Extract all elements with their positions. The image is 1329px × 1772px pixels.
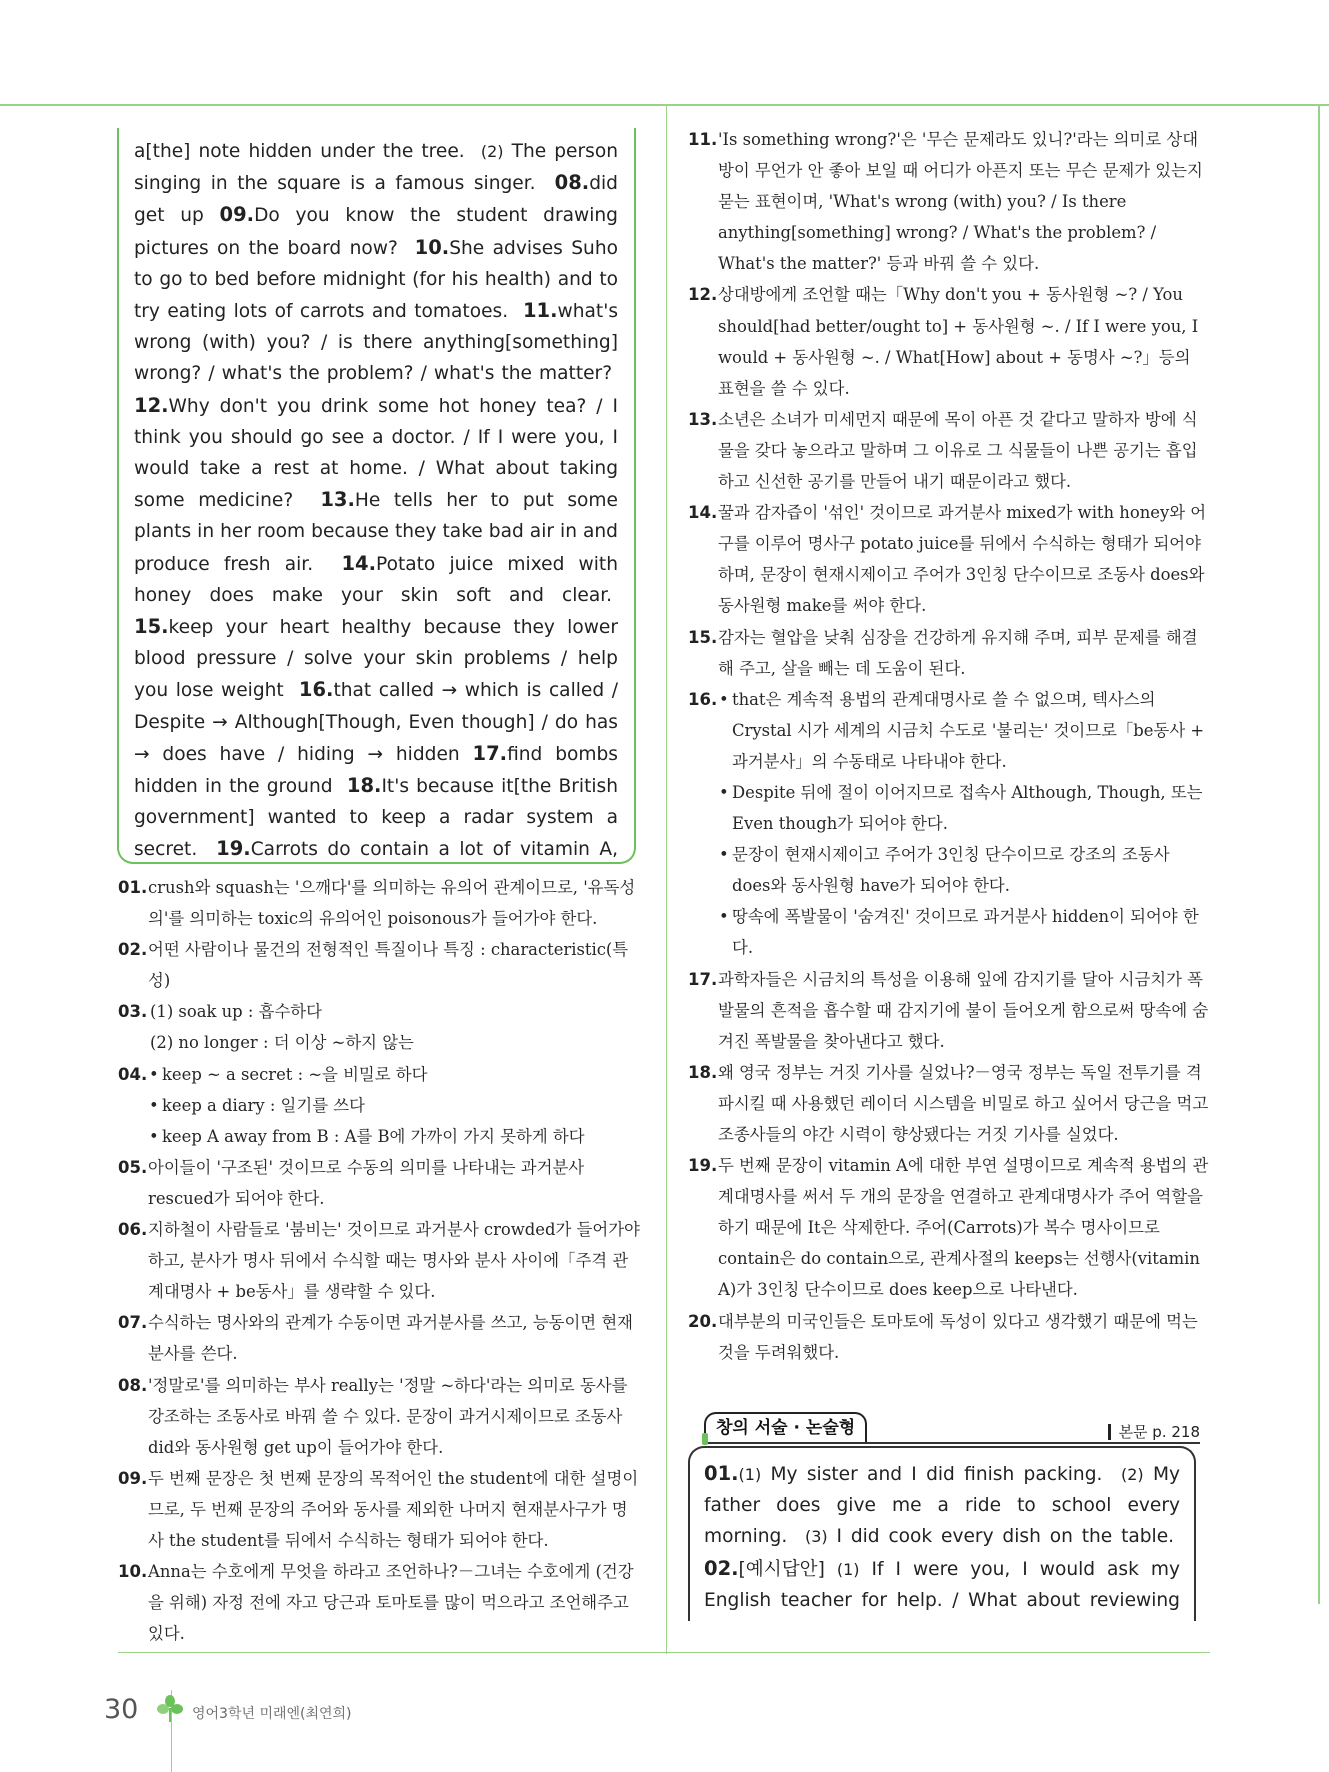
explanation-text: 어떤 사람이나 물건의 전형적인 특질이나 특징 : characteristic(특성) <box>148 940 629 991</box>
explanation-text: 왜 영국 정부는 거짓 기사를 실었나?－영국 정부는 독일 전투기를 격파시킬 때 사용했던 레이더 시스템을 비밀로 하고 싶어서 당근을 먹고 조종사들의 야간 시력이 향상됐다는 거짓 기사를 실었다. <box>718 1062 1209 1144</box>
explanation-number: 17. <box>688 969 718 989</box>
answer-09: Do you know the student drawing pictures on the board now? <box>134 205 618 259</box>
explanation-text: 지하철이 사람들로 '붐비는' 것이므로 과거분사 crowded가 들어가야 하고, 분사가 명사 뒤에서 수식할 때는 명사와 분사 사이에「주격 관계대명사 + be동사」를 생략할 수 있다. <box>148 1220 640 1302</box>
explanation-bullet: • keep ~ a secret : ~을 비밀로 하다 <box>148 1059 642 1090</box>
explanation-04 <box>118 1059 642 1152</box>
example-answer-label: [예시답안] <box>738 1558 825 1580</box>
answer-number: 08. <box>554 171 590 195</box>
answer-18: It's because it[the British government] wanted to keep a radar system a secret. <box>134 776 619 861</box>
answer-number: 11. <box>522 299 558 323</box>
answer-17: find bombs hidden in the ground <box>134 743 618 798</box>
explanation-16 <box>688 684 1210 964</box>
answer-number: 10. <box>414 235 450 259</box>
answer-14: Potato juice mixed with honey does make your skin soft and clear. <box>134 553 619 606</box>
explanation-number: 02. <box>118 940 148 960</box>
explanation-number: 15. <box>688 627 718 647</box>
explanation-number: 13. <box>688 409 718 429</box>
sub-marker: (1) <box>836 1559 860 1579</box>
explanation-number: 14. <box>688 503 718 523</box>
answer-07-1-continued: a[the] note hidden under the tree. <box>134 141 465 162</box>
explanation-bullet: • keep a diary : 일기를 쓰다 <box>148 1090 642 1121</box>
page-number: 30 <box>104 1694 139 1725</box>
explanation-number: 11. <box>688 130 718 149</box>
explanation-number: 10. <box>118 1562 148 1582</box>
explanation-sub: (1) soak up : 흡수하다 <box>150 1002 322 1022</box>
sub-marker: (1) <box>738 1465 762 1484</box>
answer-number: 18. <box>346 774 382 798</box>
explanation-text: crush와 squash는 '으깨다'를 의미하는 유의어 관계이므로, '유독성의'를 의미하는 toxic의 유의어인 poisonous가 들어가야 한다. <box>148 878 636 929</box>
section-header <box>704 1412 1200 1444</box>
answer-19: Carrots do contain a lot of vitamin A, <box>250 839 618 861</box>
explanation-bullet: • 땅속에 폭발물이 '숨겨진' 것이므로 과거분사 hidden이 되어야 한다. <box>718 901 1210 963</box>
book-title: 영어3학년 미래엔(최연희) <box>192 1706 352 1722</box>
column-divider <box>666 104 667 1654</box>
answer-number: 13. <box>320 488 355 512</box>
answer-number: 02. <box>704 1556 739 1580</box>
answer-number: 19. <box>216 837 251 861</box>
explanation-text: 수식하는 명사와의 관계가 수동이면 과거분사를 쓰고, 능동이면 현재분사를 쓴다. <box>148 1313 634 1364</box>
explanation-text: 아이들이 '구조된' 것이므로 수동의 의미를 나타내는 과거분사 rescued가 되어야 한다. <box>148 1157 585 1208</box>
explanation-13 <box>688 404 1210 497</box>
explanation-text: 소년은 소녀가 미세먼지 때문에 목이 아픈 것 같다고 말하자 방에 식물을 갖다 놓으라고 말하며 그 이유로 그 식물들이 나쁜 공기는 흡입하고 신선한 공기를 만들어 내기 때문이라고 했다. <box>718 409 1198 492</box>
explanations-right <box>688 124 1210 1368</box>
explanation-bullet: • 문장이 현재시제이고 주어가 3인칭 단수이므로 강조의 조동사 does와 동사원형 have가 되어야 한다. <box>718 839 1210 901</box>
writing-answer-01-1: My sister and I did finish packing. <box>770 1464 1103 1485</box>
explanation-20 <box>688 1306 1210 1368</box>
explanation-text: 상대방에게 조언할 때는「Why don't you + 동사원형 ~? / You should[had better/ought to] + 동사원형 ~. / If I were you, I would + 동사원형 ~. / What[How] about + 동명사 ~?」등의 표현을 쓸 수 있다. <box>718 285 1199 398</box>
explanation-05 <box>118 1152 642 1214</box>
explanation-02 <box>118 934 642 996</box>
explanation-01 <box>118 872 642 934</box>
explanation-number: 12. <box>688 285 718 305</box>
explanation-text: 꿀과 감자즙이 '섞인' 것이므로 과거분사 mixed가 with honey와 어구를 이루어 명사구 potato juice를 뒤에서 수식하는 형태가 되어야 하며, 문장이 현재시제이고 주어가 3인칭 단수이므로 조동사 does와 동사원형 make를 써야 한다. <box>718 503 1207 616</box>
answer-16: that called → which is called / Despite → Although[Though, Even though] / do has → does have / hiding → hidden <box>134 680 618 765</box>
clover-leaf-icon <box>156 1694 184 1724</box>
explanation-number: 09. <box>118 1468 148 1488</box>
explanation-18 <box>688 1057 1210 1150</box>
explanation-12 <box>688 279 1210 403</box>
sub-marker: (2) <box>480 142 504 161</box>
explanation-number: 05. <box>118 1157 148 1177</box>
bottom-rule <box>118 1652 1210 1653</box>
answer-key-box <box>117 128 636 864</box>
explanation-10 <box>118 1556 642 1649</box>
explanation-text: 'Is something wrong?'은 '무슨 문제라도 있니?'라는 의미로 상대방이 무언가 안 좋아 보일 때 어디가 아픈지 또는 무슨 문제가 있는지 묻는 표현이며, 'What's wrong (with) you? / Is there anything[something] wrong? / What's the problem? / What's the matter?' 등과 바꿔 쓸 수 있다. <box>718 130 1203 274</box>
explanation-number: 01. <box>118 878 148 897</box>
explanation-number: 06. <box>118 1220 148 1240</box>
explanation-bullet: • that은 계속적 용법의 관계대명사로 쓸 수 없으며, 텍사스의 Crystal 시가 세계의 시금치 수도로 '불리는' 것이므로「be동사 + 과거분사」의 수동태로 나타내야 한다. <box>718 684 1210 777</box>
explanation-number: 04. <box>118 1064 148 1084</box>
answer-11: what's wrong (with) you? / is there anything[something] wrong? / what's the problem? / what's the matter? <box>134 301 619 385</box>
answer-number: 17. <box>472 741 508 765</box>
answer-number: 15. <box>134 615 169 639</box>
explanation-number: 07. <box>118 1313 148 1333</box>
explanation-bullet: • Despite 뒤에 절이 이어지므로 접속사 Although, Though, 또는 Even though가 되어야 한다. <box>718 777 1210 839</box>
top-rule <box>0 104 1329 106</box>
explanation-text: 두 번째 문장이 vitamin A에 대한 부연 설명이므로 계속적 용법의 관계대명사를 써서 두 개의 문장을 연결하고 관계대명사가 주어 역할을 하기 때문에 It은 삭제한다. 주어(Carrots)가 복수 명사이므로 contain은 do contain으로, 관계사절의 keeps는 선행사(vitamin A)가 3인칭 단수이므로 does keep으로 나타낸다. <box>718 1156 1209 1300</box>
answer-number: 01. <box>704 1462 739 1485</box>
answer-12: Why don't you drink some hot honey tea? / I think you should go see a doctor. / If I were you, I would take a rest at home. / What about taking some medicine? <box>134 395 618 512</box>
answer-15: keep your heart healthy because they lower blood pressure / solve your skin problems / help you lose weight <box>134 617 618 702</box>
explanation-03 <box>118 996 642 1058</box>
explanation-bullet: • keep A away from B : A를 B에 가까이 가지 못하게 하다 <box>148 1121 642 1152</box>
explanation-08 <box>118 1370 642 1463</box>
answer-07-2: The person singing in the square is a famous singer. <box>134 141 618 195</box>
explanation-17 <box>688 964 1210 1057</box>
explanation-number: 16. <box>688 689 718 709</box>
explanation-15 <box>688 622 1210 684</box>
answer-10: She advises Suho to go to bed before midnight (for his health) and to try eating lots of carrots and tomatoes. <box>134 237 618 323</box>
answer-number: 12. <box>134 393 169 417</box>
explanation-11 <box>688 124 1210 279</box>
answer-number: 16. <box>298 678 334 702</box>
explanation-text: 대부분의 미국인들은 토마토에 독성이 있다고 생각했기 때문에 먹는 것을 두려워했다. <box>718 1311 1198 1362</box>
explanation-number: 03. <box>118 1002 148 1022</box>
explanation-text: '정말로'를 의미하는 부사 really는 '정말 ~하다'라는 의미로 동사를 강조하는 조동사로 바꿔 쓸 수 있다. 문장이 과거시제이므로 조동사 did와 동사원형 get up이 들어가야 한다. <box>148 1375 628 1457</box>
explanation-number: 18. <box>688 1062 718 1082</box>
right-edge-rule <box>1318 104 1320 1604</box>
explanation-text: Anna는 수호에게 무엇을 하라고 조언하나?－그녀는 수호에게 (건강을 위해) 자정 전에 자고 당근과 토마토를 많이 먹으라고 조언해주고 있다. <box>148 1562 634 1644</box>
section-title: 창의 서술 · 논술형 <box>704 1412 867 1442</box>
explanation-number: 20. <box>688 1311 718 1331</box>
explanation-19 <box>688 1150 1210 1305</box>
answer-number: 14. <box>341 551 377 575</box>
answer-13: He tells her to put some plants in her room because they take bad air in and produce fresh air. <box>134 490 618 575</box>
writing-answer-01-2: My father does give me a ride to school every morning. <box>704 1464 1180 1548</box>
explanation-text: 과학자들은 시금치의 특성을 이용해 잎에 감지기를 달아 시금치가 폭발물의 흔적을 흡수할 때 감지기에 불이 들어오게 함으로써 땅속에 숨겨진 폭발물을 찾아낸다고 했다. <box>718 969 1209 1051</box>
explanations-left <box>118 872 642 1649</box>
explanation-09 <box>118 1463 642 1556</box>
section-page-ref: 본문 p. 218 <box>1108 1424 1200 1440</box>
sub-marker: (3) <box>804 1527 828 1547</box>
answer-number: 09. <box>219 203 255 227</box>
sub-marker: (2) <box>1120 1465 1144 1484</box>
explanation-text: 감자는 혈압을 낮춰 심장을 건강하게 유지해 주며, 피부 문제를 해결해 주고, 살을 빼는 데 도움이 된다. <box>718 627 1198 678</box>
explanation-07 <box>118 1307 642 1369</box>
explanation-text: 두 번째 문장은 첫 번째 문장의 목적어인 the student에 대한 설명이므로, 두 번째 문장의 주어와 동사를 제외한 나머지 현재분사구가 명사 the student를 뒤에서 수식하는 형태가 되어야 한다. <box>148 1468 639 1550</box>
writing-answer-01-3: I did cook every dish on the table. <box>836 1526 1175 1548</box>
explanation-number: 08. <box>118 1375 148 1395</box>
writing-answer-box <box>688 1446 1196 1621</box>
explanation-06 <box>118 1214 642 1307</box>
writing-answer-02-1: If I were you, I would ask my English teacher for help. / What about reviewing <box>704 1558 1180 1611</box>
answer-08: did get up <box>134 173 618 227</box>
explanation-sub: (2) no longer : 더 이상 ~하지 않는 <box>150 1033 414 1053</box>
explanation-number: 19. <box>688 1156 718 1176</box>
explanation-14 <box>688 497 1210 621</box>
